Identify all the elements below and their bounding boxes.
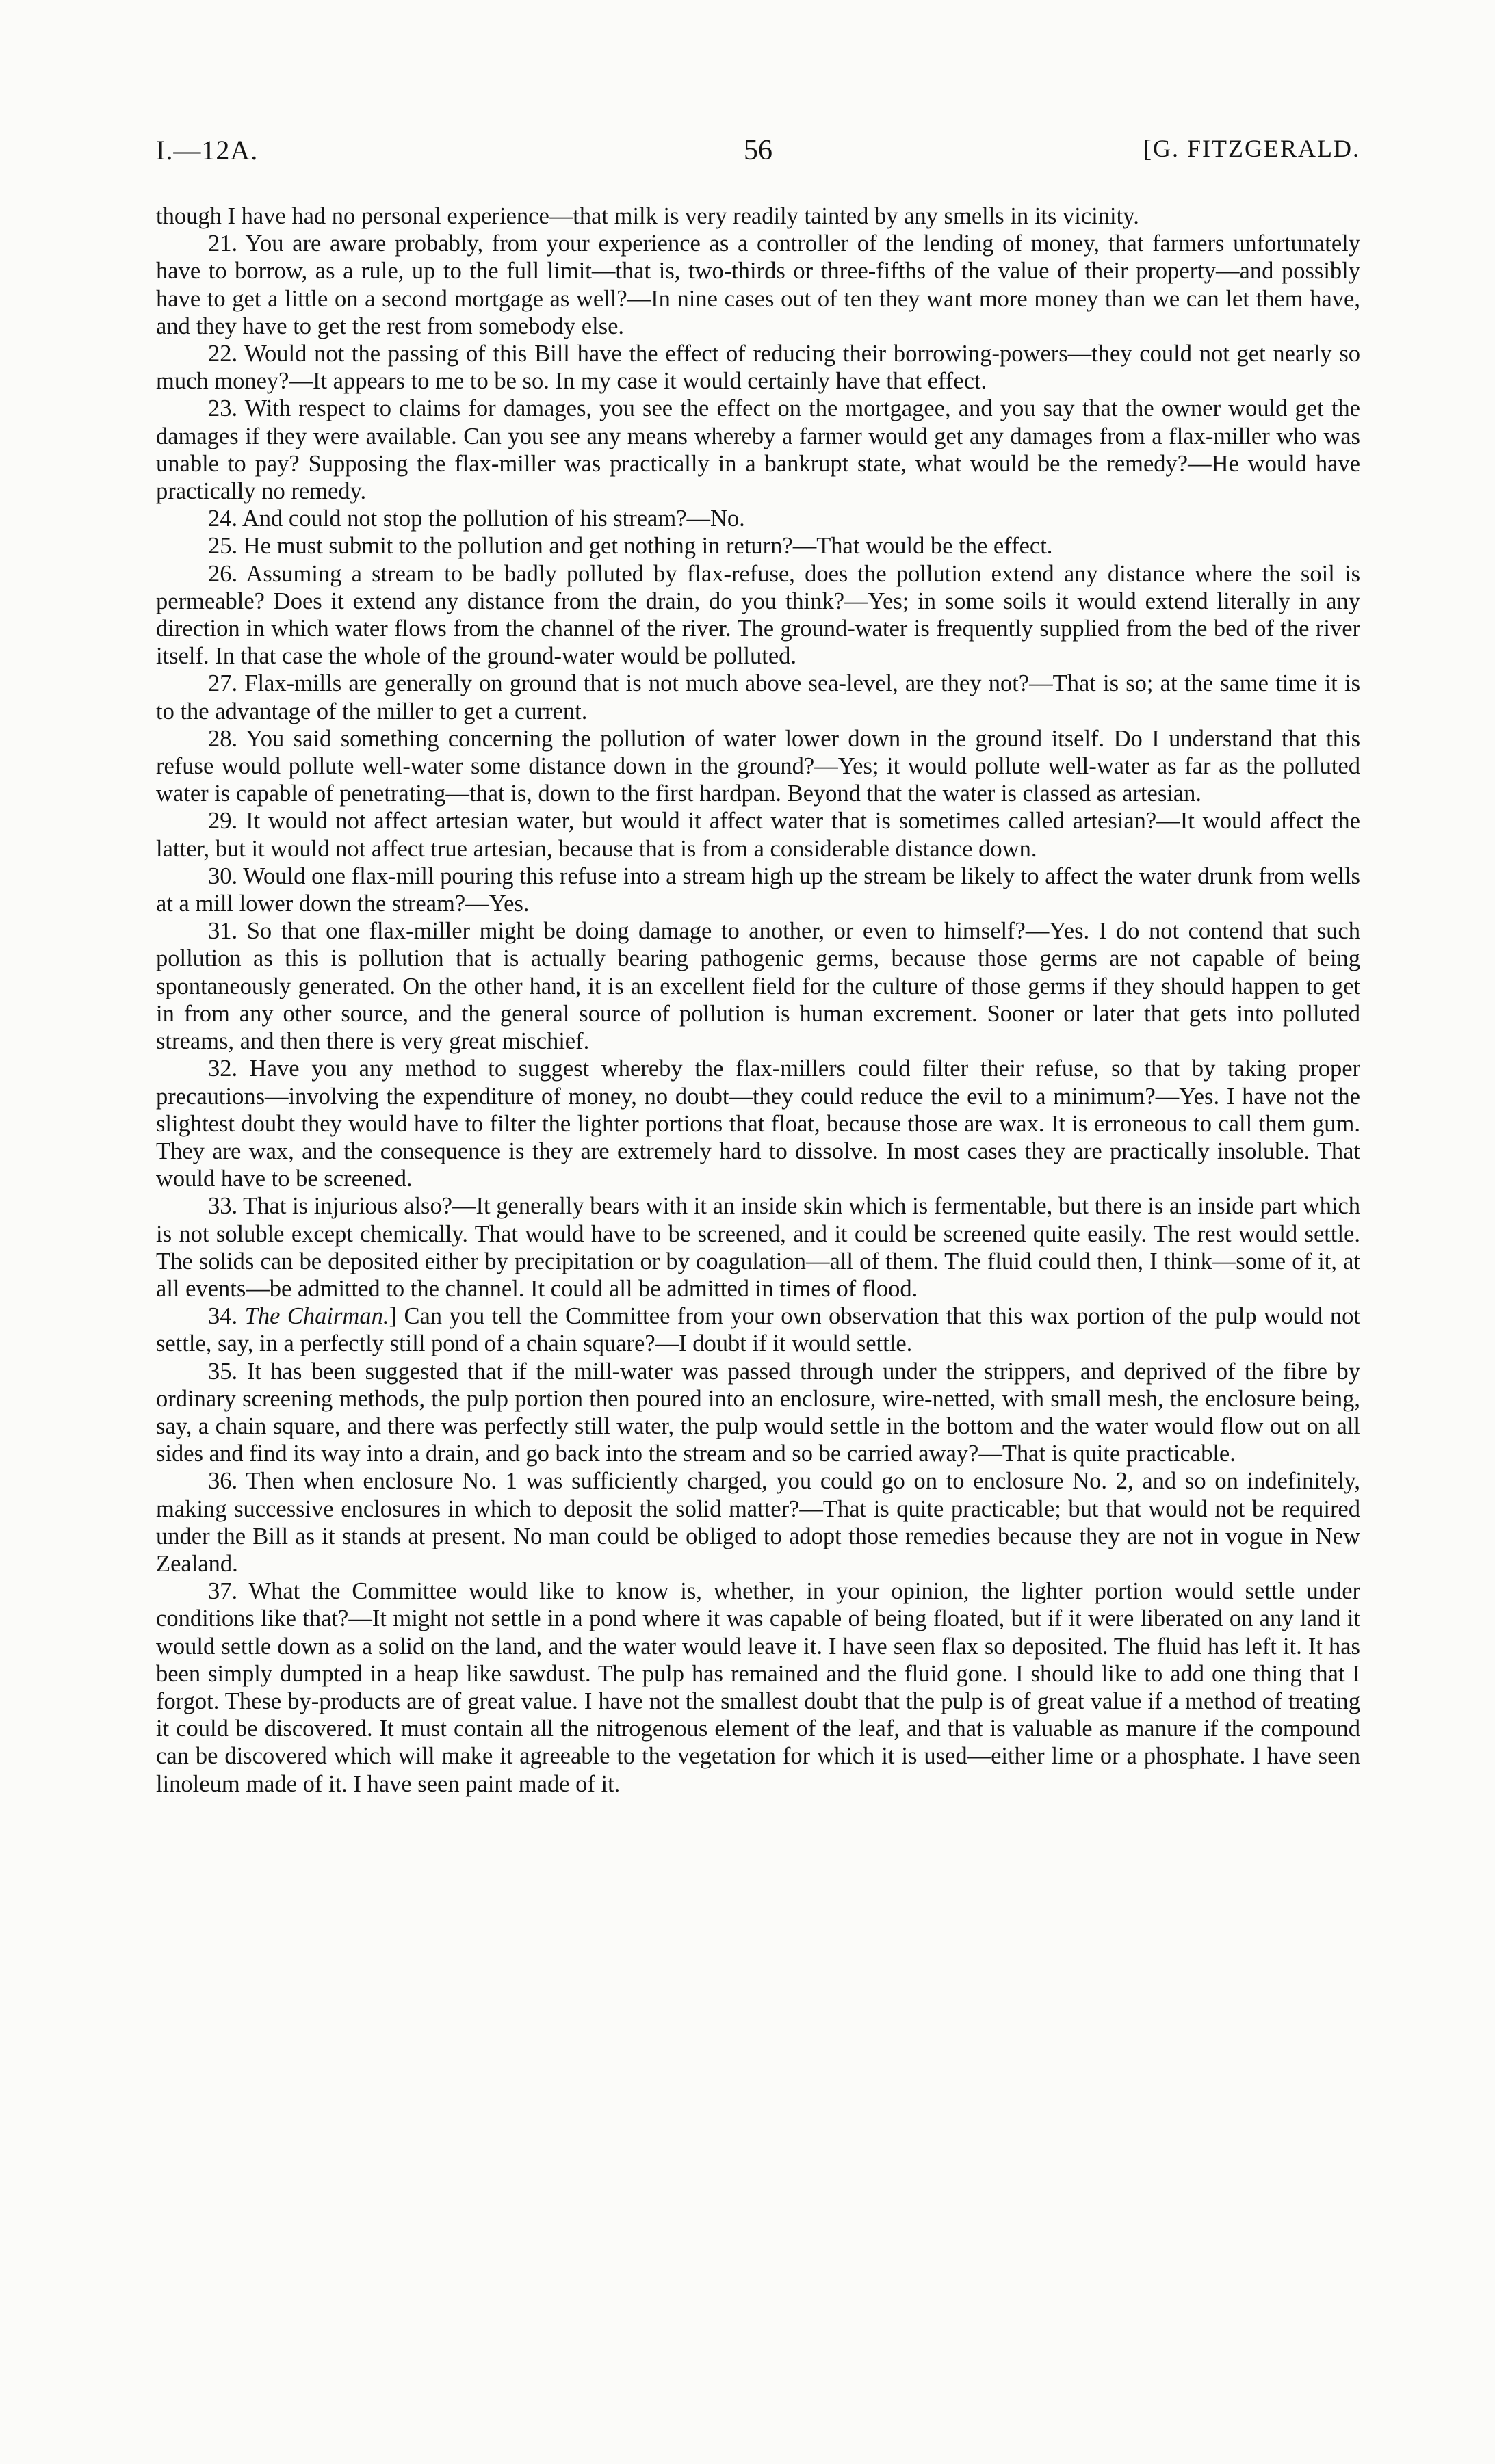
question-22: 22. Would not the passing of this Bill have the effect of reducing their borrowing-powers—they could not get nearly so much money?—It appears to me to be so. In my case it would certainly have that effect. [156, 341, 1360, 395]
question-30: 30. Would one flax-mill pouring this refuse into a stream high up the stream be likely to affect the water drunk from wells at a mill lower down the stream?—Yes. [156, 863, 1360, 917]
question-34-number: 34. [208, 1303, 245, 1330]
question-34-text: ] Can you tell the Committee from your own observation that this wax portion of the pulp would not settle, say, in a perfectly still pond of a chain square?—I doubt if it would settle. [156, 1303, 1360, 1357]
question-37: 37. What the Committee would like to know is, whether, in your opinion, the lighter portion would settle under conditions like that?—It might not settle in a pond where it was capable of being floated, but if it were liberated on any land it would settle down as a solid on the land, and the water would leave it. I have seen flax so deposited. The fluid has left it. It has been simply dumpted in a heap like sawdust. The pulp has remained and the fluid gone. I should like to add one thing that I forgot. These by-products are of great value. I have not the smallest doubt that the pulp is of great value if a method of treating it could be discovered. It must contain all the nitrogenous element of the leaf, and that is valuable as manure if the compound can be discovered which will make it agreeable to the vegetation for which it is used—either lime or a phosphate. I have seen linoleum made of it. I have seen paint made of it. [156, 1578, 1360, 1797]
report-reference: I.—12A. [156, 135, 259, 166]
question-35: 35. It has been suggested that if the mill-water was passed through under the strippers, and deprived of the fibre by ordinary screening methods, the pulp portion then poured into an enclosure, wire-netted, with small mesh, the enclosure being, say, a chain square, and there was perfectly still water, the pulp would settle in the bottom and the water would flow out on all sides and find its way into a drain, and go back into the stream and so be carried away?—That is quite practicable. [156, 1358, 1360, 1467]
page-header [156, 134, 1360, 175]
question-26: 26. Assuming a stream to be badly polluted by flax-refuse, does the pollution extend any distance where the soil is permeable? Does it extend any distance from the drain, do you think?—Yes; in some soils it would extend literally in any direction in which water flows from the channel of the river. The ground-water is frequently supplied from the bed of the river itself. In that case the whole of the ground-water would be polluted. [156, 560, 1360, 670]
evidence-body [156, 202, 1360, 1798]
question-23: 23. With respect to claims for damages, you see the effect on the mortgagee, and you say that the owner would get the damages if they were available. Can you see any means whereby a farmer would get any damages from a flax-miller who was unable to pay? Supposing the flax-miller was practically in a bankrupt state, what would be the remedy?—He would have practically no remedy. [156, 395, 1360, 505]
question-28: 28. You said something concerning the pollution of water lower down in the ground itself. Do I understand that this refuse would pollute well-water some distance down in the ground?—Yes; it would pollute well-water as far as the polluted water is capable of penetrating—that is, down to the first hardpan. Beyond that the water is classed as artesian. [156, 725, 1360, 807]
question-36: 36. Then when enclosure No. 1 was sufficiently charged, you could go on to enclosure No. 2, and so on indefinitely, making successive enclosures in which to deposit the solid matter?—That is quite practicable; but that would not be required under the Bill as it stands at present. No man could be obliged to adopt those remedies because they are not in vogue in New Zealand. [156, 1468, 1360, 1577]
question-29: 29. It would not affect artesian water, but would it affect water that is sometimes called artesian?—It would affect the latter, but it would not affect true artesian, because that is from a considerable distance down. [156, 808, 1360, 862]
question-34 [156, 1302, 1360, 1357]
question-31: 31. So that one flax-miller might be doing damage to another, or even to himself?—Yes. I do not contend that such pollution as this is pollution that is actually bearing pathogenic germs, because those germs are not capable of being spontaneously generated. On the other hand, it is an excellent field for the culture of those germs if they should happen to get in from any other source, and the general source of pollution is human excrement. Sooner or later that gets into polluted streams, and then there is very great mischief. [156, 918, 1360, 1055]
paragraph-continuation: though I have had no personal experience—that milk is very readily tainted by any smells in its vicinity. [156, 203, 1139, 229]
question-24: 24. And could not stop the pollution of his stream?—No. [208, 506, 745, 532]
question-32: 32. Have you any method to suggest whereby the flax-millers could filter their refuse, so that by taking proper precautions—involving the expenditure of money, no doubt—they could reduce the evil to a minimum?—Yes. I have not the slightest doubt they would have to filter the lighter portions that float, because those are wax. It is erroneous to call them gum. They are wax, and the consequence is they are extremely hard to dissolve. In most cases they are practically insoluble. That would have to be screened. [156, 1056, 1360, 1192]
page-number: 56 [744, 135, 772, 166]
question-27: 27. Flax-mills are generally on ground that is not much above sea-level, are they not?—That is so; at the same time it is to the advantage of the miller to get a current. [156, 670, 1360, 724]
question-25: 25. He must submit to the pollution and get nothing in return?—That would be the effect. [208, 533, 1053, 560]
question-21: 21. You are aware probably, from your experience as a controller of the lending of money, that farmers unfortunately have to borrow, as a rule, up to the full limit—that is, two-thirds or three-fifths of the value of their property—and possibly have to get a little on a second mortgage as well?—In nine cases out of ten they want more money than we can let them have, and they have to get the rest from somebody else. [156, 231, 1360, 339]
witness-name: [G. FITZGERALD. [1143, 135, 1360, 162]
question-33: 33. That is injurious also?—It generally bears with it an inside skin which is fermentable, but there is an inside part which is not soluble except chemically. That would have to be screened, and it could be screened quite easily. The rest would settle. The solids can be deposited either by precipitation or by coagulation—all of them. The fluid could then, I think—some of it, at all events—be admitted to the channel. It could all be admitted in times of flood. [156, 1193, 1360, 1302]
speaker-chairman: The Chairman. [244, 1303, 389, 1330]
